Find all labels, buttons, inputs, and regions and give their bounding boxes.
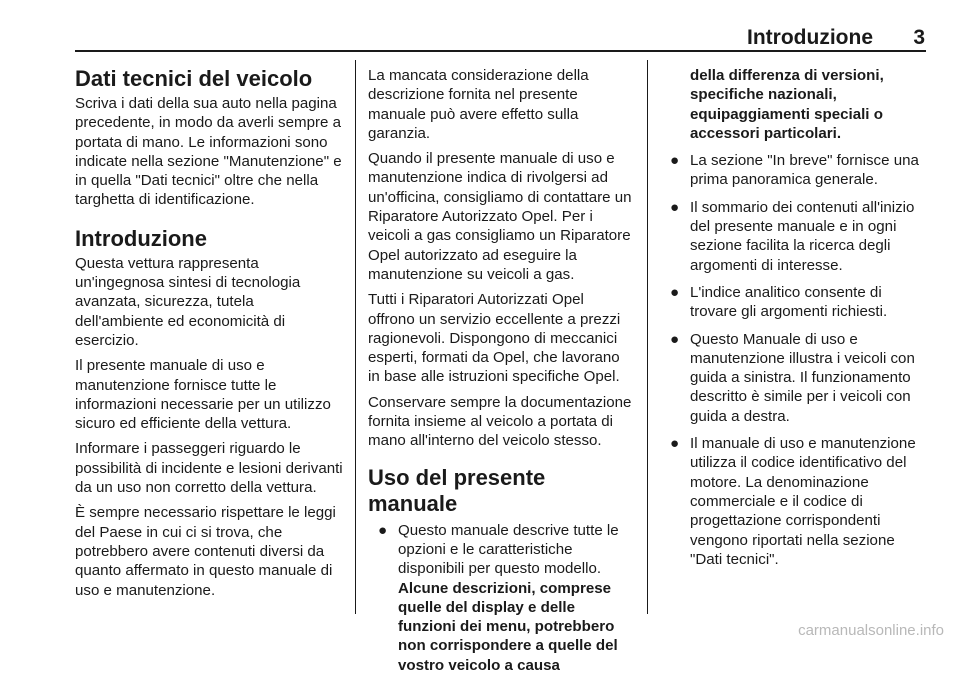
column-divider-1 [355,60,356,614]
heading-introduzione: Introduzione [75,225,207,251]
list-item-text: Il sommario dei contenuti all'inizio del presente manuale e in ogni sezione facilita la ricerca degli argomenti di interesse. [690,198,915,274]
bullet-icon: ● [670,198,680,216]
list-item [660,434,930,569]
bullet-icon: ● [378,521,388,539]
heading-dati-tecnici: Dati tecnici del veicolo [75,66,313,91]
paragraph-riparatori: Tutti i Riparatori Autorizzati Opel offrono un servizio eccellente a prezzi ragionevoli. Dispongono di meccanici esperti, formati da Opel, che lavorano in base alle istruzioni specifiche Opel. [368,291,621,386]
list-item-text: L'indice analitico consente di trovare gli argomenti richiesti. [690,283,888,321]
paragraph-officina: Quando il presente manuale di uso e manutenzione indica di rivolgersi ad un'officina, consigliamo di contattare un Riparatore Autorizzato Opel. Per i veicoli a gas consigliamo un Riparatore Opel autorizzato ad eseguire la manutenzione su veicoli a gas. [368,150,632,283]
list-item-text: Questo Manuale di uso e manutenzione illustra i veicoli con guida a sinistra. Il funzionamento descritto è simile per i veicoli con guida a destra. [690,330,915,425]
paragraph-intro-3: Informare i passeggeri riguardo le possibilità di incidente e lesioni derivanti da un uso non corretto della vettura. [75,440,343,497]
watermark: carmanualsonline.info [798,622,944,639]
heading-uso-manuale: Uso del presente manuale [368,464,546,516]
column-divider-2 [647,60,648,614]
bullet-icon: ● [670,435,680,453]
bullet-list-uso [368,521,634,675]
bullet-icon: ● [670,152,680,170]
list-item-text: Il manuale di uso e manutenzione utilizza il codice identificativo del motore. La denominazione commerciale e il codice di progettazione corrispondenti vengono riportati nella sezione "Dati tecnici". [690,435,916,568]
column-1 [75,66,343,628]
paragraph-intro-2: Il presente manuale di uso e manutenzione fornisce tutte le informazioni necessarie per un utilizzo sicuro ed efficiente della vettura. [75,357,331,433]
list-item [660,330,930,426]
list-item [660,283,930,322]
bullet-icon: ● [670,283,680,301]
list-item-text: Questo manuale descrive tutte le opzioni e le caratteristiche disponibili per questo modello. [398,521,619,578]
page-number: 3 [913,26,925,49]
page-header [75,26,925,48]
header-rule [75,50,926,52]
list-item-bold-text: Alcune descrizioni, comprese quelle del display e delle funzioni dei menu, potrebbero non corrispondere a quelle del vostro veicolo a causa [398,579,618,674]
column-2 [368,66,634,674]
paragraph-intro-4: È sempre necessario rispettare le leggi del Paese in cui ci si trova, che potrebbero avere contenuti diversi da quanto affermato in questo manuale di uso e manutenzione. [75,504,336,599]
bullet-list-uso-continued [660,151,930,569]
list-item [660,151,930,190]
bullet-icon: ● [670,330,680,348]
column-3 [660,66,930,628]
paragraph-intro-1: Questa vettura rappresenta un'ingegnosa sintesi di tecnologia avanzata, sicurezza, tutela dell'ambiente ed economicità di esercizio. [75,254,301,349]
paragraph-dati-tecnici: Scriva i dati della sua auto nella pagina precedente, in modo da averli sempre a portata di mano. Le informazioni sono indicate nella sezione "Manutenzione" e in quella "Dati tecnici" oltre che nella targhetta di identificazione. [75,95,342,209]
header-title: Introduzione [747,26,873,49]
list-item-text: La sezione "In breve" fornisce una prima panoramica generale. [690,152,919,189]
paragraph-garanzia: La mancata considerazione della descrizione fornita nel presente manuale può avere effetto sulla garanzia. [368,67,589,142]
list-item [660,198,930,275]
list-item-continuation: della differenza di versioni, specifiche nazionali, equipaggiamenti speciali o accessori particolari. [690,67,884,142]
list-item [368,521,634,675]
paragraph-documentazione: Conservare sempre la documentazione fornita insieme al veicolo a portata di mano all'interno del veicolo stesso. [368,393,632,450]
